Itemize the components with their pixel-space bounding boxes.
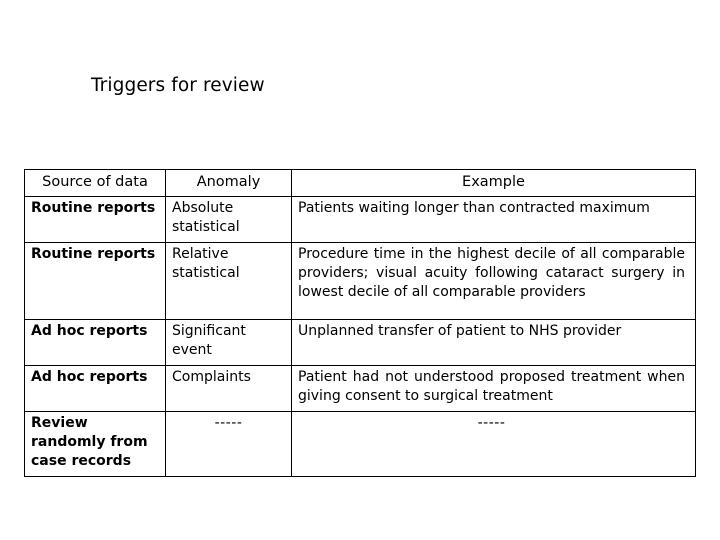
- table-row: [25, 197, 696, 243]
- header-example: Example: [292, 170, 696, 197]
- anomaly-cell: Absolute statistical: [166, 197, 292, 243]
- page-title: Triggers for review: [91, 75, 265, 96]
- table-header-row: [25, 170, 696, 197]
- table-row: [25, 320, 696, 366]
- example-cell: Unplanned transfer of patient to NHS provider: [292, 320, 696, 366]
- anomaly-cell: -----: [166, 412, 292, 477]
- source-cell: Ad hoc reports: [25, 320, 166, 366]
- table-row: [25, 412, 696, 477]
- source-cell: Routine reports: [25, 243, 166, 320]
- example-cell: -----: [292, 412, 696, 477]
- triggers-table: [24, 169, 696, 477]
- header-anomaly: Anomaly: [166, 170, 292, 197]
- example-cell: Patients waiting longer than contracted maximum: [292, 197, 696, 243]
- anomaly-cell: Significant event: [166, 320, 292, 366]
- table-row: [25, 243, 696, 320]
- source-cell: Ad hoc reports: [25, 366, 166, 412]
- header-source: Source of data: [25, 170, 166, 197]
- example-cell: Procedure time in the highest decile of all comparable providers; visual acuity following cataract surgery in lowest decile of all comparable providers: [292, 243, 696, 320]
- anomaly-cell: Relative statistical: [166, 243, 292, 320]
- anomaly-cell: Complaints: [166, 366, 292, 412]
- source-cell: Review randomly from case records: [25, 412, 166, 477]
- example-cell: Patient had not understood proposed treatment when giving consent to surgical treatment: [292, 366, 696, 412]
- source-cell: Routine reports: [25, 197, 166, 243]
- table-row: [25, 366, 696, 412]
